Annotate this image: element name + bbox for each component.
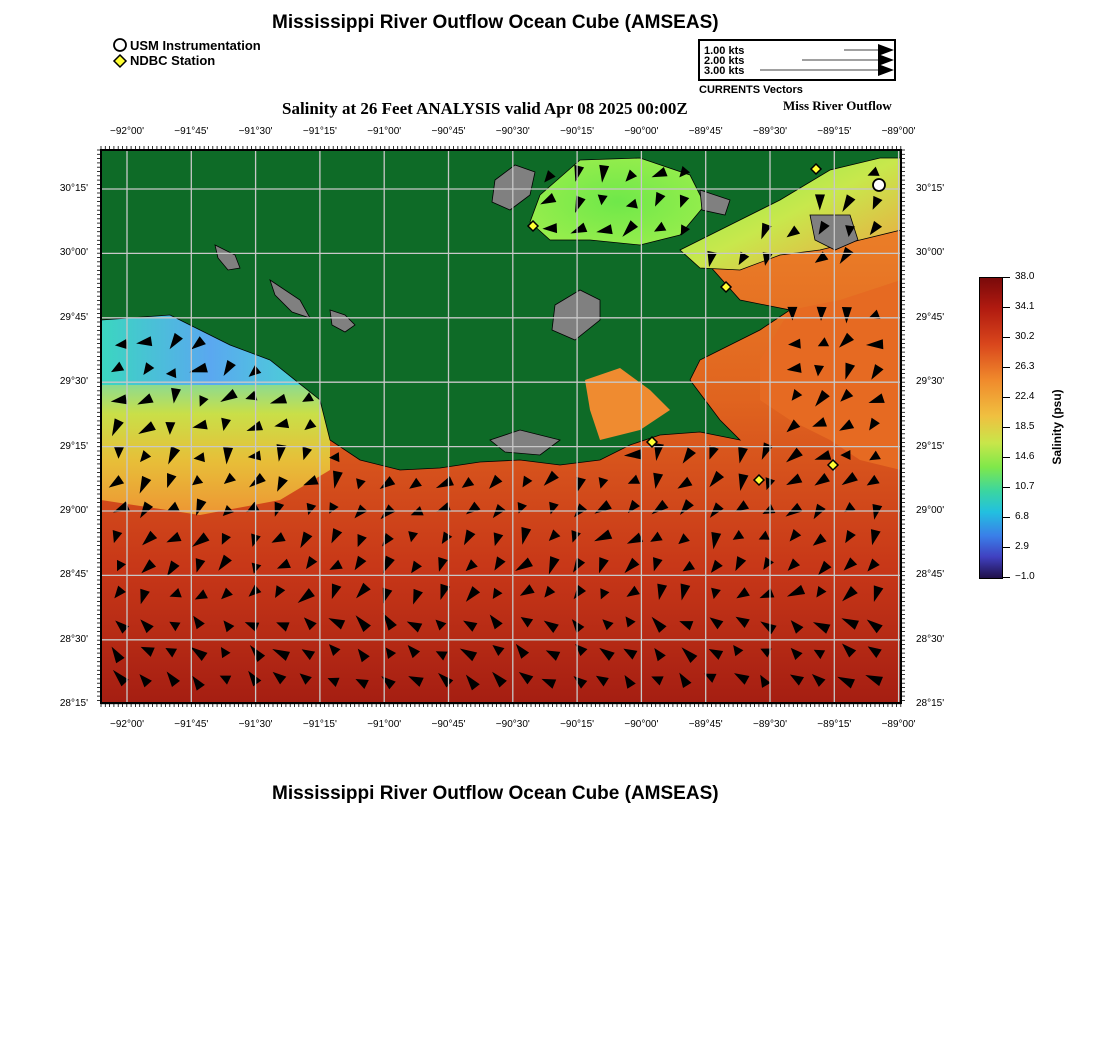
vector-label-1: 1.00 kts — [704, 45, 745, 57]
lon-tick-label-top: −89°15' — [817, 126, 852, 137]
lat-tick-label-left: 29°00' — [59, 505, 88, 516]
lat-tick-label-left: 30°00' — [59, 247, 88, 259]
colorbar-tick-label: 22.4 — [1015, 391, 1035, 402]
lat-tick-label-left: 28°15' — [59, 698, 88, 710]
lat-tick-label-right: 29°15' — [916, 440, 945, 452]
colorbar-tick-mark — [1002, 457, 1010, 458]
lon-tick-label-bottom: −89°30' — [753, 719, 787, 730]
colorbar-tick-label: 30.2 — [1015, 331, 1035, 342]
colorbar-tick-label: 18.5 — [1015, 421, 1035, 432]
colorbar-tick-mark — [1002, 397, 1010, 398]
colorbar-tick-label: 38.0 — [1015, 271, 1035, 282]
colorbar — [979, 277, 1003, 579]
lon-tick-label-top: −89°45' — [688, 126, 723, 137]
colorbar-tick-label: 2.9 — [1015, 541, 1029, 552]
colorbar-tick-label: −1.0 — [1015, 571, 1035, 582]
lon-tick-label-top: −91°15' — [302, 126, 337, 137]
usm-instrument-marker — [873, 179, 885, 191]
legend-label-ndbc: NDBC Station — [130, 53, 216, 68]
lon-tick-label-top: −89°30' — [753, 126, 787, 137]
legend-label-usm: USM Instrumentation — [130, 37, 261, 53]
lat-tick-label-left: 29°30' — [59, 376, 88, 388]
colorbar-label-wrap — [1042, 385, 1072, 475]
lon-tick-label-top: −92°00' — [110, 126, 144, 137]
lon-tick-label-bottom: −90°15' — [560, 719, 595, 730]
second-panel-title: Mississippi River Outflow Ocean Cube (AMSEAS) — [272, 783, 719, 804]
lon-tick-label-top: −91°30' — [238, 126, 273, 137]
colorbar-tick-mark — [1002, 577, 1010, 578]
map-field — [101, 150, 901, 703]
lat-tick-label-right: 28°30' — [916, 633, 945, 645]
lon-tick-label-bottom: −90°00' — [624, 719, 659, 730]
lon-tick-label-bottom: −90°45' — [431, 719, 466, 730]
colorbar-tick-label: 26.3 — [1015, 361, 1035, 372]
lat-tick-label-left: 28°45' — [59, 569, 88, 581]
lon-tick-label-bottom: −91°45' — [174, 719, 209, 730]
colorbar-tick-label: 14.6 — [1015, 451, 1035, 462]
vector-legend-caption: CURRENTS Vectors — [699, 84, 803, 96]
lon-tick-label-bottom: −89°15' — [817, 719, 852, 730]
lon-tick-label-bottom: −91°15' — [302, 719, 337, 730]
lon-tick-label-bottom: −90°30' — [495, 719, 530, 730]
lon-tick-label-top: −90°30' — [495, 126, 530, 137]
colorbar-tick-mark — [1002, 277, 1010, 278]
vector-label-2: 2.00 kts — [704, 55, 745, 67]
colorbar-tick-mark — [1002, 337, 1010, 338]
region-label: Miss River Outflow — [783, 98, 892, 113]
lon-tick-label-top: −89°00' — [881, 126, 916, 137]
page-title: Mississippi River Outflow Ocean Cube (AMSEAS) — [272, 12, 719, 33]
lat-tick-label-right: 29°45' — [916, 311, 945, 323]
lon-tick-label-top: −90°45' — [431, 126, 466, 137]
lat-tick-label-right: 29°30' — [916, 376, 945, 388]
lat-tick-label-left: 29°15' — [59, 440, 88, 452]
colorbar-tick-mark — [1002, 307, 1010, 308]
colorbar-tick-label: 34.1 — [1015, 301, 1035, 312]
lon-tick-label-top: −91°00' — [367, 126, 402, 137]
colorbar-tick-mark — [1002, 427, 1010, 428]
map-title: Salinity at 26 Feet ANALYSIS valid Apr 08 2025 00:00Z — [282, 99, 688, 118]
lon-tick-label-top: −90°15' — [560, 126, 595, 137]
colorbar-tick-label: 10.7 — [1015, 481, 1035, 492]
colorbar-label: Salinity (psu) — [1050, 389, 1064, 465]
colorbar-tick-mark — [1002, 367, 1010, 368]
lat-tick-label-left: 28°30' — [59, 633, 88, 645]
vector-label-3: 3.00 kts — [704, 65, 745, 77]
lon-tick-label-bottom: −91°00' — [367, 719, 402, 730]
lat-tick-label-right: 28°45' — [916, 569, 945, 581]
lon-tick-label-bottom: −89°00' — [881, 719, 916, 730]
colorbar-tick-label: 6.8 — [1015, 511, 1029, 522]
lat-tick-label-right: 29°00' — [916, 505, 945, 516]
lon-tick-label-top: −91°45' — [174, 126, 209, 137]
colorbar-tick-mark — [1002, 487, 1010, 488]
lat-tick-label-left: 30°15' — [59, 183, 88, 194]
lat-tick-label-right: 30°15' — [916, 183, 945, 194]
colorbar-tick-mark — [1002, 517, 1010, 518]
lat-tick-label-left: 29°45' — [59, 311, 88, 323]
lat-tick-label-right: 28°15' — [916, 698, 945, 710]
colorbar-tick-mark — [1002, 547, 1010, 548]
lon-tick-label-bottom: −91°30' — [238, 719, 273, 730]
lon-tick-label-bottom: −92°00' — [110, 719, 144, 730]
lat-tick-label-right: 30°00' — [916, 247, 945, 259]
lon-tick-label-top: −90°00' — [624, 126, 659, 137]
lon-tick-label-bottom: −89°45' — [688, 719, 723, 730]
